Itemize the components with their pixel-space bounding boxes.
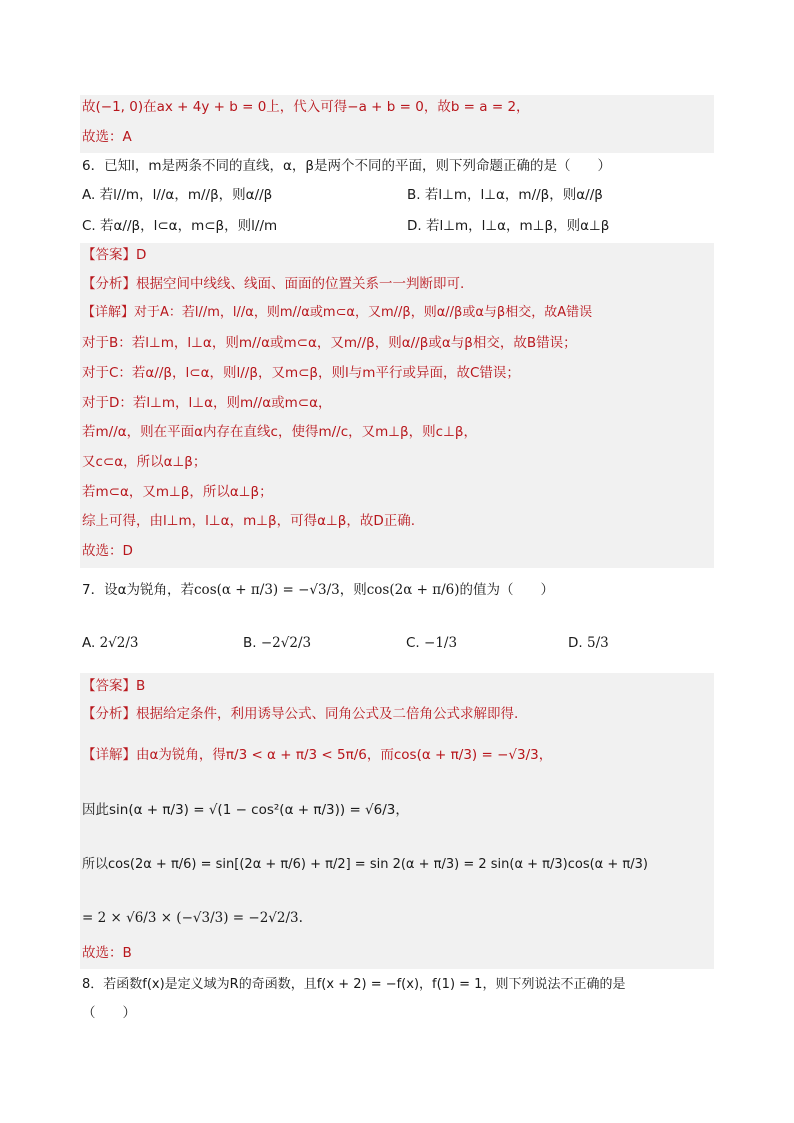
q6-detail-6: 又c⊂α，所以α⊥β； xyxy=(82,454,207,470)
q7-stem-target: cos(2α + π/6) xyxy=(366,582,460,598)
q7-option-a-value: 2√2/3 xyxy=(99,635,139,651)
q7-option-c xyxy=(406,633,457,653)
q6-option-c: C. 若α//β，l⊂α，m⊂β，则l//m xyxy=(82,218,278,234)
q6-option-a: A. 若l//m，l//α，m//β，则α//β xyxy=(82,187,273,203)
q6-analysis: 【分析】根据空间中线线、线面、面面的位置关系一一判断即可. xyxy=(82,276,465,292)
q7-option-c-value: −1/3 xyxy=(424,635,458,651)
q6-detail-8: 综上可得，由l⊥m，l⊥α，m⊥β，可得α⊥β，故D正确. xyxy=(82,513,416,529)
q7-detail-2: 因此sin(α + π/3) = √(1 − cos²(α + π/3)) = √6/3， xyxy=(82,802,409,818)
q7-detail-4: = 2 × √6/3 × (−√3/3) = −2√2/3. xyxy=(82,910,303,926)
q6-answer: 【答案】D xyxy=(82,247,147,263)
q7-choice: 故选：B xyxy=(82,945,132,961)
q7-stem-mid: ，则 xyxy=(339,582,367,598)
q6-option-d: D. 若l⊥m，l⊥α，m⊥β，则α⊥β xyxy=(407,218,610,234)
q6-detail-5: 若m//α，则在平面α内存在直线c，使得m//c，又m⊥β，则c⊥β， xyxy=(82,424,477,440)
q7-option-d-label: D. xyxy=(568,635,583,651)
q8-stem-paren: （ ） xyxy=(82,1005,136,1021)
q7-option-b-label: B. xyxy=(243,635,257,651)
q8-stem: 8．若函数f(x)是定义域为R的奇函数，且f(x + 2) = −f(x)，f(1) = 1，则下列说法不正确的是 xyxy=(82,977,626,992)
q6-choice: 故选：D xyxy=(82,543,133,559)
q7-option-d-value: 5/3 xyxy=(586,635,609,651)
q7-option-d xyxy=(568,633,609,653)
q7-stem xyxy=(82,580,554,600)
q7-stem-prefix: 7．设α为锐角，若 xyxy=(82,582,194,598)
q6-detail-3: 对于C：若α//β，l⊂α，则l//β，又m⊂β，则l与m平行或异面，故C错误； xyxy=(82,365,520,381)
q7-stem-suffix: 的值为（ ） xyxy=(459,582,554,598)
q7-option-b xyxy=(243,633,311,653)
q7-option-a xyxy=(82,633,139,653)
q7-answer: 【答案】B xyxy=(82,678,146,694)
q6-detail-7: 若m⊂α，又m⊥β，所以α⊥β； xyxy=(82,484,273,500)
q7-stem-condition: cos(α + π/3) = −√3/3 xyxy=(194,582,340,598)
q7-option-b-value: −2√2/3 xyxy=(260,635,312,651)
q5-choice: 故选：A xyxy=(82,129,132,145)
q7-detail-3: 所以cos(2α + π/6) = sin[(2α + π/6) + π/2] = sin 2(α + π/3) = 2 sin(α + π/3)cos(α + π/3) xyxy=(82,857,648,872)
q6-stem: 6．已知l，m是两条不同的直线，α，β是两个不同的平面，则下列命题正确的是（ ） xyxy=(82,158,612,174)
q7-analysis: 【分析】根据给定条件，利用诱导公式、同角公式及二倍角公式求解即得. xyxy=(82,706,519,722)
q6-detail-1: 【详解】对于A：若l//m，l//α，则m//α或m⊂α，又m//β，则α//β或α与β相交，故A错误 xyxy=(82,305,593,320)
q5-detail-line: 故(−1, 0)在ax + 4y + b = 0上，代入可得−a + b = 0，故b = a = 2， xyxy=(82,99,530,115)
q6-option-b: B. 若l⊥m，l⊥α，m//β，则α//β xyxy=(407,187,603,203)
q7-option-a-label: A. xyxy=(82,635,96,651)
q7-option-c-label: C. xyxy=(406,635,420,651)
q7-detail-1: 【详解】由α为锐角，得π/3 < α + π/3 < 5π/6，而cos(α + π/3) = −√3/3， xyxy=(82,747,553,763)
q6-detail-2: 对于B：若l⊥m，l⊥α，则m//α或m⊂α，又m//β，则α//β或α与β相交，故B错误； xyxy=(82,335,577,351)
q6-detail-4: 对于D：若l⊥m，l⊥α，则m//α或m⊂α， xyxy=(82,395,332,411)
